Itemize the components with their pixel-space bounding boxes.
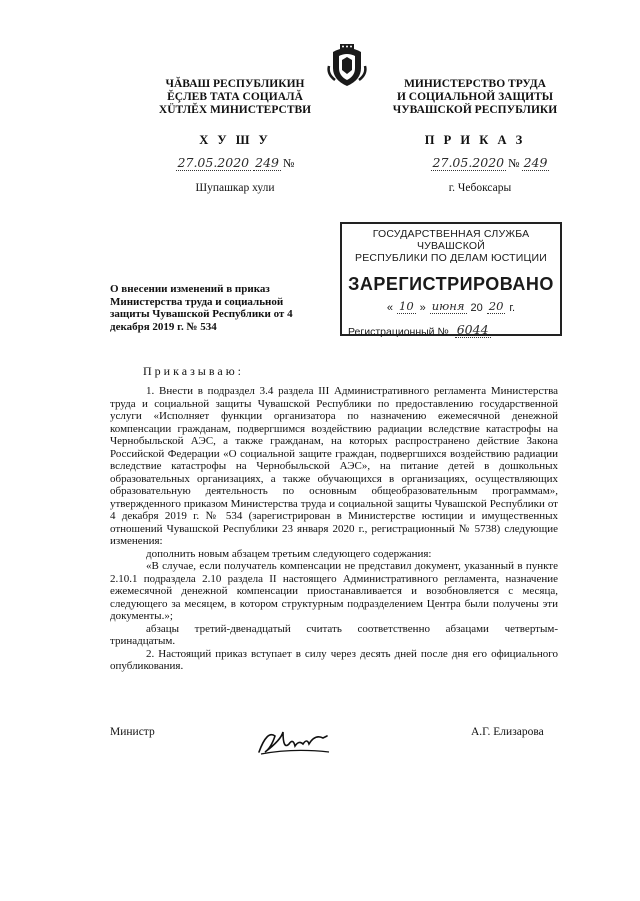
stamp-quote-open: « [386, 302, 393, 314]
ministry-name-russian-line-3: ЧУВАШСКОЙ РЕСПУБЛИКИ [392, 104, 558, 116]
document-kind-russian: П Р И К А З [424, 133, 526, 147]
stamp-year-unit: г. [509, 302, 516, 314]
document-body [110, 385, 558, 673]
paragraph-2: дополнить новым абзацем третьим следующего содержания: [146, 547, 432, 560]
document-kind-chuvash: Х У Ш У [199, 133, 271, 147]
order-word: Приказываю: [143, 364, 244, 378]
number-sign: № [508, 156, 520, 170]
number-sign: № [282, 156, 295, 170]
paragraph-1: 1. Внести в подраздел 3.4 раздела III Административного регламента Министерства труда и социальной защиты Чувашской Республики по предоставлению государственной услуги «Исполняет функции организатора по назначению ежемесячной денежной компенсации гражданам, подвергшимся воздействию радиации вследствие катастрофы на Чернобыльской АЭС, а также гражданам, на которых распространено действие Закона Российской Федерации «О социальной защите граждан, подвергшихся воздействию радиации вследствие катастрофы на Чернобыльской АЭС», на питание детей в дошкольных образовательных организациях, а также обучающихся в организациях, осуществляющих образовательную деятельность по основным общеобразовательным программам», утвержденного приказом Министерства труда и социальной защиты Чувашской Республики от 4 декабря 2019 г. № 534 (зарегистрирован в Министерстве юстиции и имущественных отношений Чувашской Республики 23 января 2020 г., регистрационный № 5738) следующие изменения: [110, 385, 558, 547]
stamp-quote-close: » [419, 302, 426, 314]
handwritten-number: 249 [523, 155, 548, 170]
stamp-year-prefix: 20 [470, 302, 483, 314]
ministry-name-russian-line-1: МИНИСТЕРСТВО ТРУДА [404, 78, 546, 90]
ministry-name-chuvash-line-2: ĔÇЛЕВ ТАТА СОЦИАЛĂ [167, 91, 303, 103]
paragraph-5: 2. Настоящий приказ вступает в силу через десять дней после дня его официального опубликования. [110, 647, 558, 672]
document-subject: О внесении изменений в приказ Министерства труда и социальной защиты Чувашской Республики от 4 декабря 2019 г. № 534 [110, 283, 293, 333]
paragraph-4: абзацы третий-двенадцатый считать соответственно абзацами четвертым-тринадцатым. [110, 622, 558, 647]
paragraph-3: «В случае, если получатель компенсации не представил документ, указанный в пункте 2.10.1 подраздела 2.10 раздела II настоящего Административного регламента, назначение ежемесячной денежной компенсации приостанавливается и возобновляется с месяца, следующего за месяцем, в котором структурным подразделением Центра были получены эти документы.»; [110, 560, 558, 622]
ministry-name-chuvash-line-3: ХÜТЛĔХ МИНИСТЕРСТВИ [158, 104, 312, 116]
stamp-date [348, 299, 554, 314]
registration-stamp [340, 222, 562, 336]
stamp-day: 10 [399, 299, 414, 313]
ministry-name-russian-line-2: И СОЦИАЛЬНОЙ ЗАЩИТЫ [396, 91, 554, 103]
handwritten-date: 27.05.2020 [432, 155, 505, 170]
handwritten-date: 27.05.2020 [177, 155, 250, 170]
stamp-registration-number [348, 322, 554, 338]
handwritten-number: 249 [255, 155, 279, 170]
stamp-year-suffix: 20 [488, 299, 504, 313]
signer-position: Министр [110, 726, 155, 738]
stamp-agency-line-2: РЕСПУБЛИКИ ПО ДЕЛАМ ЮСТИЦИИ [355, 252, 547, 264]
signer-name: А.Г. Елизарова [471, 726, 544, 738]
stamp-month: июня [431, 299, 465, 313]
document-date-number-russian [410, 155, 570, 171]
ministry-name-russian [380, 78, 570, 117]
document-date-number-chuvash [145, 155, 325, 171]
ministry-name-chuvash-line-1: ЧĂВАШ РЕСПУБЛИКИН [165, 78, 305, 90]
stamp-registered: ЗАРЕГИСТРИРОВАНО [348, 274, 554, 294]
stamp-agency-line-1: ГОСУДАРСТВЕННАЯ СЛУЖБА ЧУВАШСКОЙ [372, 228, 530, 252]
stamp-reg-label: Регистрационный № [348, 326, 449, 338]
handwritten-signature [253, 722, 333, 762]
place-chuvash: Шупашкар хули [195, 182, 275, 194]
place-russian: г. Чебоксары [448, 182, 512, 194]
stamp-reg-number: 6044 [456, 322, 489, 337]
ministry-name-chuvash [135, 78, 335, 117]
